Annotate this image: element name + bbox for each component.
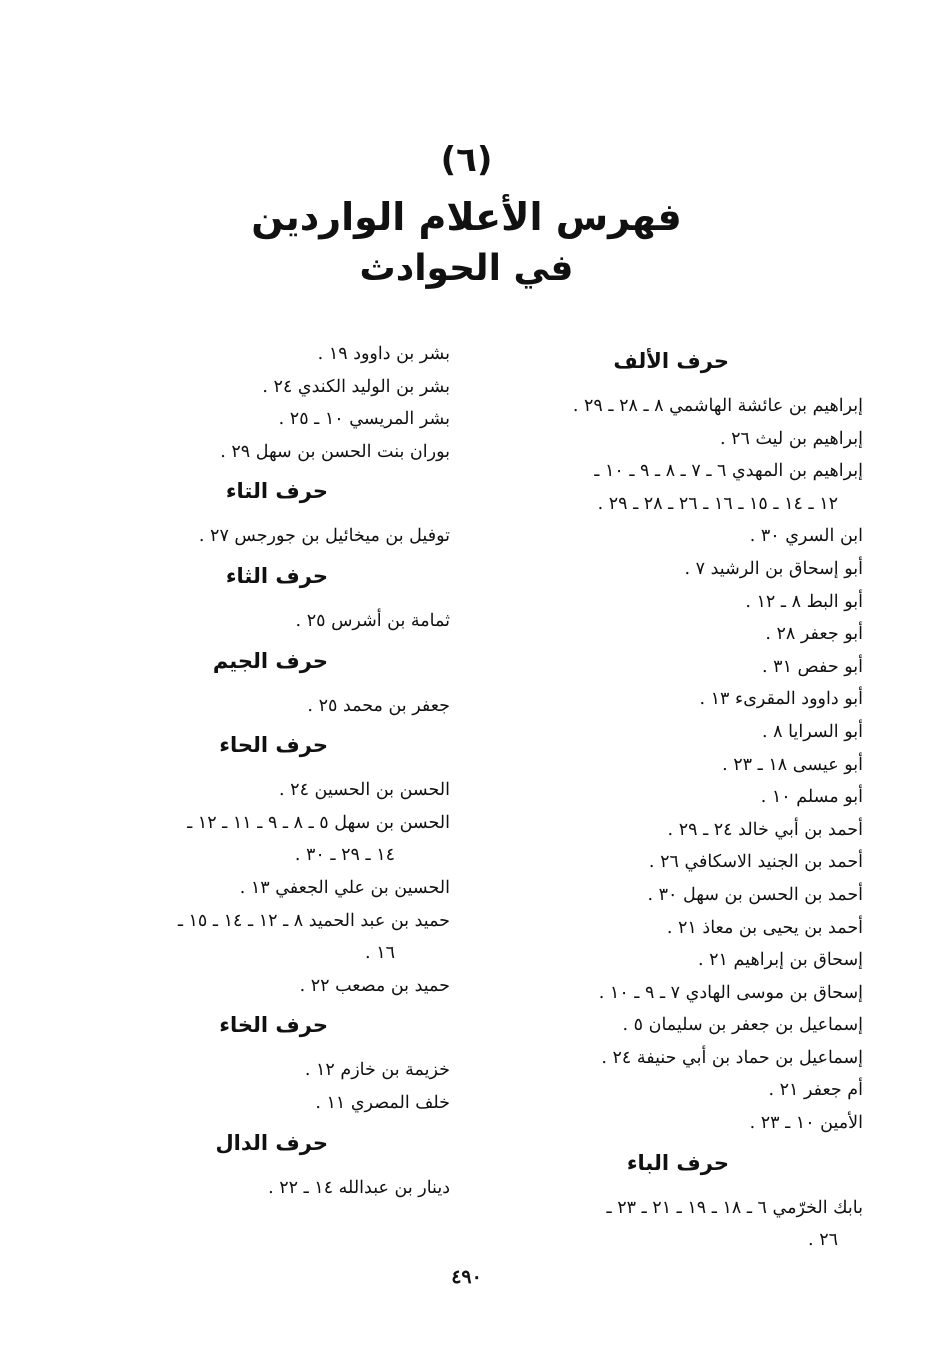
entry-text: بوران بنت الحسن بن سهل ٢٩ . xyxy=(220,441,450,462)
index-entry xyxy=(70,520,450,553)
index-entry xyxy=(70,970,450,1003)
index-entry xyxy=(483,520,863,553)
right-column xyxy=(483,338,863,1257)
entry-continuation: ١٤ ـ ٢٩ ـ ٣٠ . xyxy=(294,845,395,866)
entry-text: حميد بن عبد الحميد ٨ ـ ١٢ ـ ١٤ ـ ١٥ ـ xyxy=(177,910,450,931)
index-entry xyxy=(70,1172,450,1205)
letter-section-heading: حرف الثاء xyxy=(225,563,328,588)
entry-text: جعفر بن محمد ٢٥ . xyxy=(307,695,450,716)
entry-text: بابك الخرّمي ٦ ـ ١٨ ـ ١٩ ـ ٢١ ـ ٢٣ ـ xyxy=(606,1197,863,1218)
index-entry xyxy=(483,423,863,456)
index-entry xyxy=(483,879,863,912)
index-entry xyxy=(483,683,863,716)
index-entry xyxy=(70,371,450,404)
entry-text: أبو عيسى ١٨ ـ ٢٣ . xyxy=(722,754,863,775)
entry-text: أبو السرايا ٨ . xyxy=(762,721,863,742)
entry-text: إسحاق بن إبراهيم ٢١ . xyxy=(698,950,863,971)
entry-text: بشر بن داوود ١٩ . xyxy=(317,344,450,364)
entry-text: إسماعيل بن حماد بن أبي حنيفة ٢٤ . xyxy=(601,1047,863,1068)
index-entry xyxy=(70,807,450,872)
index-entry xyxy=(70,872,450,905)
index-entry xyxy=(70,905,450,970)
entry-text: إبراهيم بن عائشة الهاشمي ٨ ـ ٢٨ ـ ٢٩ . xyxy=(572,396,863,416)
index-title: فهرس الأعلام الواردين xyxy=(251,195,682,239)
index-entry xyxy=(483,1074,863,1107)
index-entry xyxy=(483,912,863,945)
page-number: ٤٩٠ xyxy=(451,1266,482,1288)
index-entry xyxy=(70,605,450,638)
entry-text: أحمد بن الحسن بن سهل ٣٠ . xyxy=(647,884,863,905)
index-entry xyxy=(483,749,863,782)
entry-text: أبو حفص ٣١ . xyxy=(762,656,863,677)
entry-text: أبو مسلم ١٠ . xyxy=(760,787,863,808)
index-subtitle: في الحوادث xyxy=(359,248,574,289)
entry-text: أحمد بن الجنيد الاسكافي ٢٦ . xyxy=(648,852,863,873)
entry-text: توفيل بن ميخائيل بن جورجس ٢٧ . xyxy=(198,526,450,547)
index-entry xyxy=(70,436,450,469)
entry-text: أحمد بن يحيى بن معاذ ٢١ . xyxy=(666,917,863,938)
letter-section-heading: حرف الألف xyxy=(613,349,729,373)
entry-text: إبراهيم بن ليث ٢٦ . xyxy=(719,428,863,449)
entry-text: أبو البط ٨ ـ ١٢ . xyxy=(745,591,863,612)
entry-text: أبو جعفر ٢٨ . xyxy=(765,624,863,645)
entry-text: بشر المريسي ١٠ ـ ٢٥ . xyxy=(278,409,450,430)
entry-text: الحسن بن الحسين ٢٤ . xyxy=(279,780,450,801)
entry-continuation: ٢٦ . xyxy=(808,1230,838,1251)
index-entry xyxy=(70,403,450,436)
entry-text: الحسين بن علي الجعفي ١٣ . xyxy=(239,877,450,898)
index-entry xyxy=(70,774,450,807)
index-entry xyxy=(483,977,863,1010)
index-entry xyxy=(70,1054,450,1087)
entry-text: دينار بن عبدالله ١٤ ـ ٢٢ . xyxy=(268,1177,450,1198)
entry-text: ثمامة بن أشرس ٢٥ . xyxy=(295,610,450,631)
index-number: (٦) xyxy=(440,140,493,180)
entry-text: خزيمة بن خازم ١٢ . xyxy=(304,1060,450,1081)
index-entry xyxy=(483,553,863,586)
index-entry xyxy=(483,390,863,423)
index-entry xyxy=(483,1107,863,1140)
entry-text: أبو إسحاق بن الرشيد ٧ . xyxy=(684,558,863,579)
index-entry xyxy=(483,651,863,684)
entry-text: الحسن بن سهل ٥ ـ ٨ ـ ٩ ـ ١١ ـ ١٢ ـ xyxy=(187,812,450,833)
entry-text: بشر بن الوليد الكندي ٢٤ . xyxy=(262,376,450,397)
entry-continuation: ١٦ . xyxy=(365,943,395,964)
index-entry xyxy=(70,338,450,371)
index-entry xyxy=(483,586,863,619)
entry-text: حميد بن مصعب ٢٢ . xyxy=(299,975,450,996)
index-entry xyxy=(483,1192,863,1257)
letter-section-heading: حرف التاء xyxy=(225,479,328,504)
entry-text: ابن السري ٣٠ . xyxy=(749,526,863,547)
letter-section-heading: حرف الباء xyxy=(626,1150,729,1175)
index-entry xyxy=(483,716,863,749)
entry-text: أبو داوود المقرىء ١٣ . xyxy=(699,689,863,710)
index-entry xyxy=(483,781,863,814)
letter-section-heading: حرف الخاء xyxy=(219,1013,328,1038)
index-entry xyxy=(483,846,863,879)
left-column xyxy=(70,338,450,1204)
letter-section-heading: حرف الدال xyxy=(215,1130,328,1155)
letter-section-heading: حرف الجيم xyxy=(212,648,328,673)
entry-text: إبراهيم بن المهدي ٦ ـ ٧ ـ ٨ ـ ٩ ـ ١٠ ـ xyxy=(594,461,863,482)
entry-continuation: ١٢ ـ ١٤ ـ ١٥ ـ ١٦ ـ ٢٦ ـ ٢٨ ـ ٢٩ . xyxy=(597,493,838,514)
index-entry xyxy=(483,618,863,651)
entry-text: إسحاق بن موسى الهادي ٧ ـ ٩ ـ ١٠ . xyxy=(598,982,863,1003)
index-entry xyxy=(483,1042,863,1075)
index-entry xyxy=(70,690,450,723)
entry-text: الأمين ١٠ ـ ٢٣ . xyxy=(749,1113,863,1134)
index-entry xyxy=(483,455,863,520)
letter-section-heading: حرف الحاء xyxy=(219,733,328,758)
index-entry xyxy=(483,814,863,847)
entry-text: أحمد بن أبي خالد ٢٤ ـ ٢٩ . xyxy=(667,819,863,840)
entry-text: إسماعيل بن جعفر بن سليمان ٥ . xyxy=(622,1015,863,1036)
entry-text: خلف المصري ١١ . xyxy=(315,1092,450,1113)
index-entry xyxy=(70,1087,450,1120)
index-entry xyxy=(483,1009,863,1042)
index-entry xyxy=(483,944,863,977)
entry-text: أم جعفر ٢١ . xyxy=(768,1080,863,1101)
